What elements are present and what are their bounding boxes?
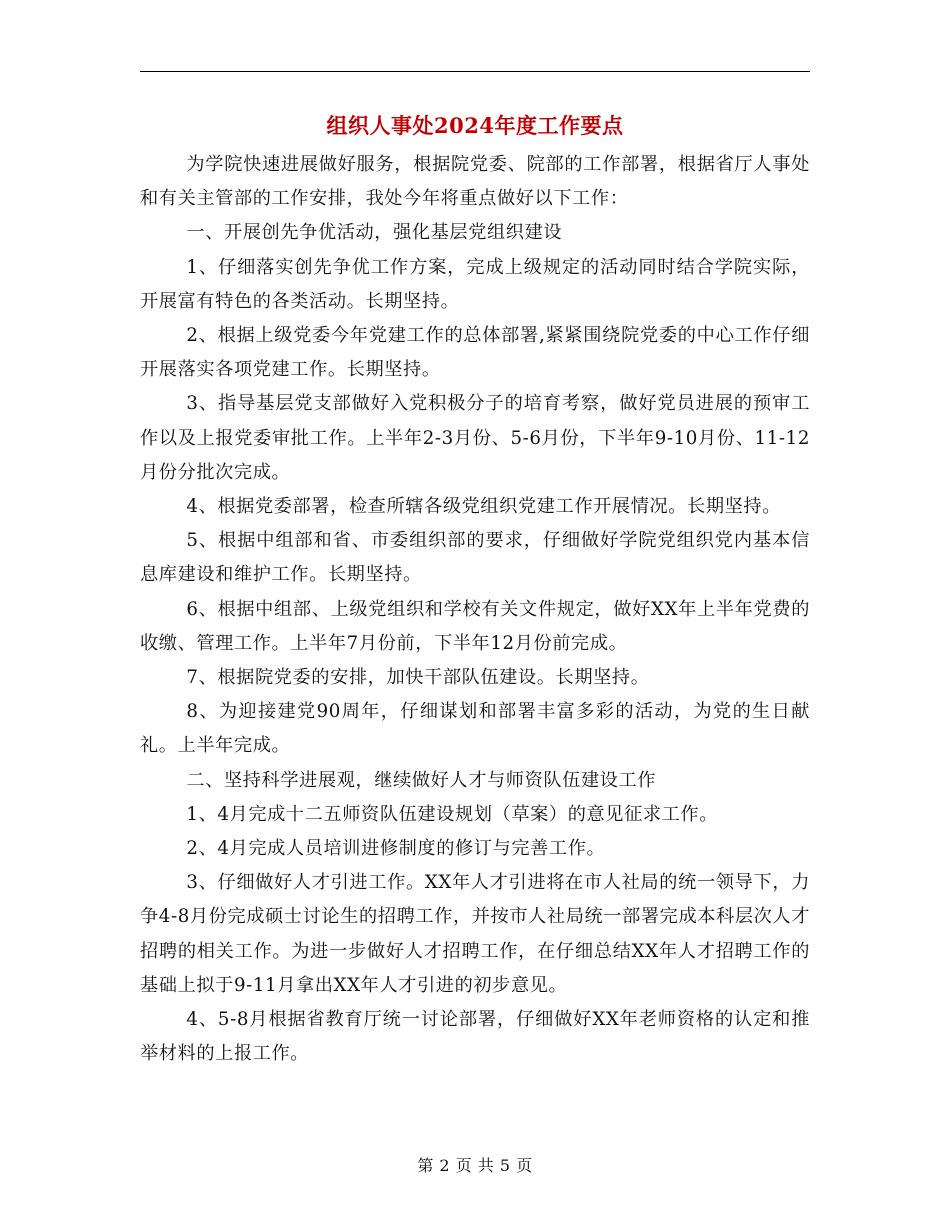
header-rule (140, 71, 810, 72)
paragraph: 6、根据中组部、上级党组织和学校有关文件规定，做好XX年上半年党费的收缴、管理工作。上半年7月份前，下半年12月份前完成。 (140, 598, 810, 654)
paragraph: 2、根据上级党委今年党建工作的总体部署,紧紧围绕院党委的中心工作仔细开展落实各项党建工作。长期坚持。 (140, 325, 810, 381)
paragraph: 8、为迎接建党90周年，仔细谋划和部署丰富多彩的活动，为党的生日献礼。上半年完成。 (140, 701, 810, 757)
paragraph-intro: 为学院快速进展做好服务，根据院党委、院部的工作部署，根据省厅人事处和有关主管部的工作安排，我处今年将重点做好以下工作： (140, 154, 810, 210)
paragraph: 3、仔细做好人才引进工作。XX年人才引进将在市人社局的统一领导下，力争4-8月份完成硕士讨论生的招聘工作，并按市人社局统一部署完成本科层次人才招聘的相关工作。为进一步做好人才招聘工作，在仔细总结XX年人才招聘工作的基础上拟于9-11月拿出XX年人才引进的初步意见。 (140, 872, 810, 996)
document-body (140, 148, 810, 1071)
document-title: 组织人事处2024年度工作要点 (326, 113, 624, 138)
section-heading-1: 一、开展创先争优活动，强化基层党组织建设 (186, 222, 563, 244)
paragraph: 2、4月完成人员培训进修制度的修订与完善工作。 (186, 838, 606, 860)
paragraph: 3、指导基层党支部做好入党积极分子的培育考察，做好党员进展的预审工作以及上报党委审批工作。上半年2-3月份、5-6月份，下半年9-10月份、11-12月份分批次完成。 (140, 393, 810, 483)
paragraph: 1、4月完成十二五师资队伍建设规划（草案）的意见征求工作。 (186, 803, 719, 825)
paragraph: 5、根据中组部和省、市委组织部的要求，仔细做好学院党组织党内基本信息库建设和维护工作。长期坚持。 (140, 530, 810, 586)
page-number: 第 2 页 共 5 页 (417, 1156, 533, 1175)
paragraph: 7、根据院党委的安排，加快干部队伍建设。长期坚持。 (186, 667, 650, 689)
paragraph: 4、5-8月根据省教育厅统一讨论部署，仔细做好XX年老师资格的认定和推举材料的上报工作。 (140, 1009, 810, 1065)
paragraph: 4、根据党委部署，检查所辖各级党组织党建工作开展情况。长期坚持。 (186, 496, 781, 518)
paragraph: 1、仔细落实创先争优工作方案，完成上级规定的活动同时结合学院实际，开展富有特色的各类活动。长期坚持。 (140, 256, 810, 312)
section-heading-2: 二、坚持科学进展观，继续做好人才与师资队伍建设工作 (186, 769, 657, 791)
